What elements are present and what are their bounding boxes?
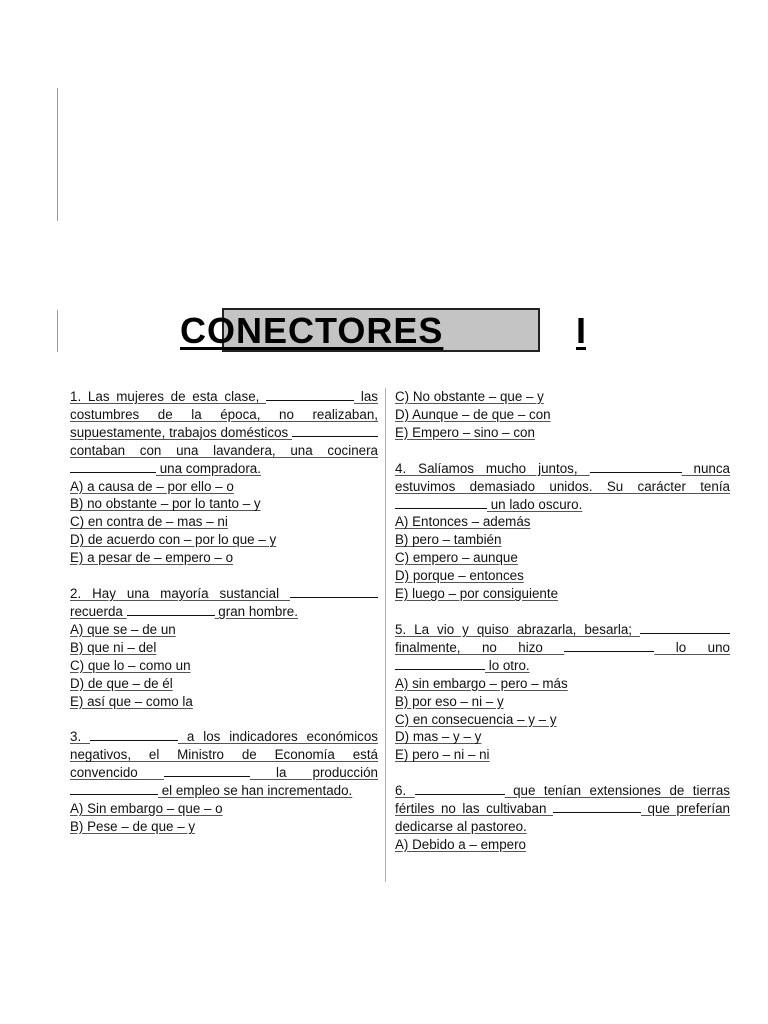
question-3 bbox=[70, 728, 378, 835]
option-a[interactable]: A) Sin embargo – que – o bbox=[70, 801, 223, 817]
option-c[interactable]: C) que lo – como un bbox=[70, 657, 191, 673]
title-block bbox=[180, 306, 600, 356]
option-b[interactable]: B) por eso – ni – y bbox=[395, 693, 504, 709]
answer-blank[interactable] bbox=[70, 782, 158, 795]
question-2 bbox=[70, 585, 378, 710]
question-5 bbox=[395, 621, 730, 764]
answer-blank[interactable] bbox=[90, 728, 178, 741]
option-c[interactable]: C) en consecuencia – y – y bbox=[395, 711, 557, 727]
answer-blank[interactable] bbox=[564, 639, 654, 652]
option-e[interactable]: E) pero – ni – ni bbox=[395, 747, 490, 763]
answer-blank[interactable] bbox=[127, 603, 215, 616]
answer-blank[interactable] bbox=[164, 764, 250, 777]
page-title: CONECTORES bbox=[180, 310, 444, 351]
option-b[interactable]: B) que ni – del bbox=[70, 639, 157, 655]
option-c[interactable]: C) No obstante – que – y bbox=[395, 389, 544, 404]
answer-blank[interactable] bbox=[415, 782, 505, 795]
answer-blank[interactable] bbox=[292, 424, 378, 437]
option-a[interactable]: A) a causa de – por ello – o bbox=[70, 478, 234, 494]
question-6 bbox=[395, 782, 730, 854]
option-d[interactable]: D) mas – y – y bbox=[395, 729, 482, 745]
answer-blank[interactable] bbox=[70, 460, 156, 473]
answer-blank[interactable] bbox=[266, 388, 354, 401]
option-a[interactable]: A) Entonces – además bbox=[395, 514, 531, 530]
option-d[interactable]: D) de acuerdo con – por lo que – y bbox=[70, 532, 277, 548]
option-c[interactable]: C) empero – aunque bbox=[395, 550, 518, 566]
question-4-stem: 4. Salíamos mucho juntos, nunca estuvimos demasiado unidos. Su carácter tenía un lado oscuro. bbox=[395, 460, 730, 512]
margin-rule-title bbox=[57, 310, 58, 352]
option-b[interactable]: B) Pese – de que – y bbox=[70, 818, 196, 834]
left-column bbox=[70, 388, 378, 854]
option-c[interactable]: C) en contra de – mas – ni bbox=[70, 514, 228, 530]
question-4 bbox=[395, 460, 730, 603]
title-number: I bbox=[576, 310, 587, 351]
question-1-stem: 1. Las mujeres de esta clase, las costumbres de la época, no realizaban, supuestamente, trabajos domésticos contaban con una lavandera, una cocinera una compradora. bbox=[70, 389, 379, 476]
option-d[interactable]: D) porque – entonces bbox=[395, 568, 524, 584]
option-b[interactable]: B) no obstante – por lo tanto – y bbox=[70, 496, 261, 512]
question-3-stem: 3. a los indicadores económicos negativos, el Ministro de Economía está convencido la producción el empleo se han incrementado. bbox=[70, 729, 379, 799]
margin-rule-top bbox=[57, 88, 58, 221]
question-6-stem: 6. que tenían extensiones de tierras fértiles no las cultivaban que preferían dedicarse al pastoreo. bbox=[395, 783, 730, 835]
option-e[interactable]: E) a pesar de – empero – o bbox=[70, 550, 234, 566]
answer-blank[interactable] bbox=[395, 496, 487, 509]
column-divider bbox=[385, 388, 386, 882]
option-a[interactable]: A) Debido a – empero bbox=[395, 836, 527, 852]
option-b[interactable]: B) pero – también bbox=[395, 532, 502, 548]
option-a[interactable]: A) que se – de un bbox=[70, 621, 176, 637]
question-3-continued bbox=[395, 388, 730, 442]
answer-blank[interactable] bbox=[590, 460, 682, 473]
question-1 bbox=[70, 388, 378, 567]
option-e[interactable]: E) así que – como la bbox=[70, 693, 193, 709]
option-e[interactable]: E) luego – por consiguiente bbox=[395, 586, 559, 602]
option-d[interactable]: D) de que – de él bbox=[70, 675, 173, 691]
option-d[interactable]: D) Aunque – de que – con bbox=[395, 406, 551, 422]
answer-blank[interactable] bbox=[640, 621, 730, 634]
question-5-stem: 5. La vio y quiso abrazarla, besarla; finalmente, no hizo lo uno lo otro. bbox=[395, 621, 730, 673]
option-e[interactable]: E) Empero – sino – con bbox=[395, 424, 535, 440]
question-2-stem: 2. Hay una mayoría sustancial recuerda gran hombre. bbox=[70, 585, 378, 621]
option-a[interactable]: A) sin embargo – pero – más bbox=[395, 675, 568, 691]
answer-blank[interactable] bbox=[290, 585, 378, 598]
answer-blank[interactable] bbox=[395, 657, 485, 670]
answer-blank[interactable] bbox=[553, 800, 641, 813]
right-column bbox=[395, 388, 730, 872]
